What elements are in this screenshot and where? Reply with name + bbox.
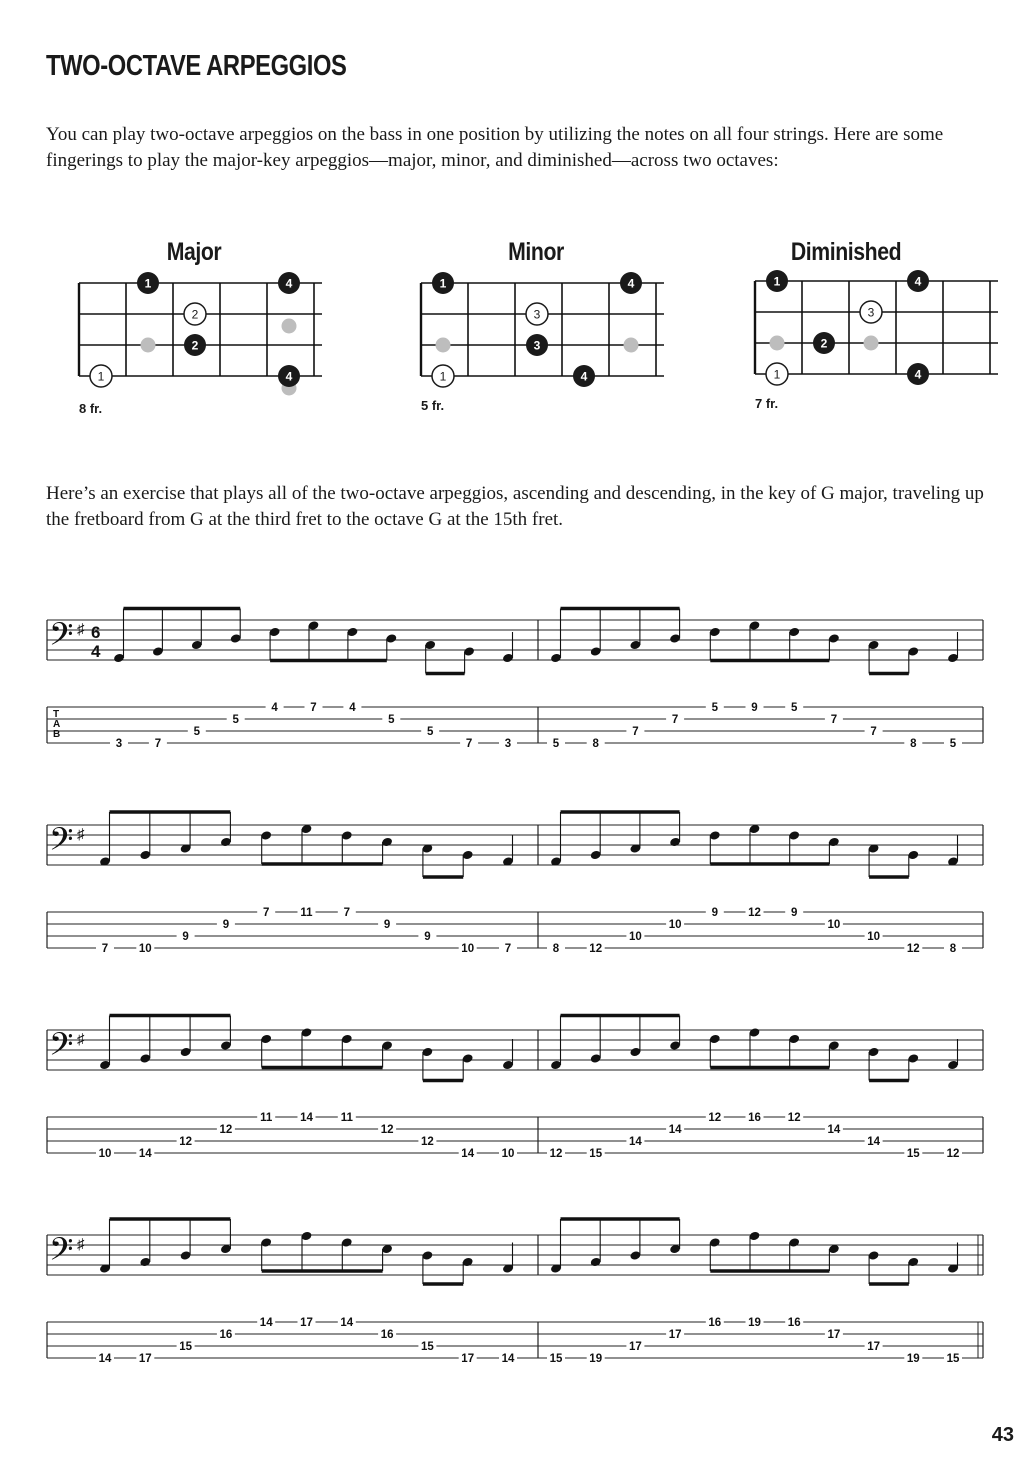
diagram-title-major: Major (166, 238, 222, 266)
tab-fret-number: 9 (222, 919, 230, 931)
tab-fret-number: 12 (787, 1112, 801, 1124)
finger-number: 1 (439, 276, 447, 291)
diagram-title-diminished: Diminished (790, 238, 902, 266)
finger-number: 4 (580, 369, 588, 384)
root-marker-dot (864, 336, 879, 351)
tab-fret-number: 16 (708, 1317, 722, 1329)
bass-clef-icon: 𝄢 (49, 1233, 74, 1275)
tab-fret-number: 15 (421, 1341, 434, 1353)
tab-fret-number: 14 (98, 1353, 112, 1365)
tab-fret-number: 10 (98, 1148, 112, 1160)
tab-fret-number: 7 (632, 726, 639, 738)
tab-fret-number: 19 (589, 1353, 603, 1365)
tab-fret-number: 17 (461, 1353, 475, 1365)
tab-clef-letter: B (53, 729, 61, 740)
finger-number: 2 (191, 307, 199, 322)
key-signature-sharp: ♯ (77, 1031, 85, 1048)
intro-paragraph: You can play two-octave arpeggios on the bass in one position by utilizing the notes on all four strings. Here are some fingerings to play the major-key arpeggios—major, minor, and diminished—across two octaves: (46, 124, 944, 171)
tab-fret-number: 4 (271, 702, 278, 714)
tab-fret-number: 14 (867, 1136, 880, 1148)
diagram-minor (421, 272, 664, 387)
key-signature-sharp: ♯ (77, 826, 85, 843)
tab-fret-number: 5 (232, 714, 239, 726)
tab-fret-number: 5 (552, 738, 560, 750)
tab-fret-number: 11 (260, 1112, 273, 1124)
tab-fret-number: 10 (668, 919, 682, 931)
tab-fret-number: 17 (300, 1317, 313, 1329)
tab-fret-number: 12 (421, 1136, 434, 1148)
fret-label-major: 8 fr. (79, 401, 103, 416)
tab-fret-number: 14 (340, 1317, 354, 1329)
finger-number: 1 (773, 367, 781, 382)
tab-fret-number: 12 (589, 943, 603, 955)
tab-fret-number: 12 (748, 907, 761, 919)
exercise-paragraph: Here’s an exercise that plays all of the two-octave arpeggios, ascending and descending, in the key of G major, traveling up the fretboard from G at the third fret to the octave G at the 15th fret. (46, 483, 984, 530)
tab-fret-number: 17 (138, 1353, 152, 1365)
tab-fret-number: 12 (219, 1124, 233, 1136)
finger-number: 2 (820, 336, 828, 351)
notation-and-tab (0, 560, 1024, 1400)
tab-fret-number: 17 (827, 1329, 841, 1341)
bass-clef-icon: 𝄢 (49, 823, 74, 865)
tab-fret-number: 14 (138, 1148, 152, 1160)
tab-clef-letter: T (53, 709, 60, 720)
tab-fret-number: 15 (589, 1148, 603, 1160)
fretboard-diagrams (0, 0, 1024, 420)
key-signature-sharp: ♯ (77, 1236, 85, 1253)
tab-fret-number: 11 (300, 907, 313, 919)
tab-fret-number: 10 (138, 943, 152, 955)
tab-fret-number: 5 (388, 714, 395, 726)
tab-fret-number: 14 (259, 1317, 273, 1329)
tab-fret-number: 14 (501, 1353, 515, 1365)
tab-fret-number: 14 (827, 1124, 841, 1136)
tab-fret-number: 10 (867, 931, 880, 943)
finger-number: 1 (144, 276, 152, 291)
page-title: TWO-OCTAVE ARPEGGIOS (46, 50, 347, 82)
tab-fret-number: 17 (629, 1341, 642, 1353)
tab-fret-number: 14 (668, 1124, 682, 1136)
bass-clef-icon: 𝄢 (49, 618, 74, 660)
tab-fret-number: 12 (549, 1148, 563, 1160)
tab-fret-number: 17 (668, 1329, 682, 1341)
tab-fret-number: 10 (629, 931, 642, 943)
root-marker-dot (436, 338, 451, 353)
bass-clef-icon: 𝄢 (49, 1028, 74, 1070)
tab-fret-number: 7 (101, 943, 109, 955)
tab-fret-number: 7 (343, 907, 351, 919)
tab-fret-number: 19 (906, 1353, 920, 1365)
root-marker-dot (770, 336, 785, 351)
tab-fret-number: 7 (671, 714, 679, 726)
tab-fret-number: 3 (115, 738, 123, 750)
tab-fret-number: 9 (424, 931, 431, 943)
finger-number: 4 (627, 276, 635, 291)
tab-fret-number: 14 (629, 1136, 642, 1148)
tab-fret-number: 17 (867, 1341, 880, 1353)
page-number: 43 (991, 1424, 1014, 1446)
fret-label-minor: 5 fr. (421, 398, 445, 413)
tab-fret-number: 16 (748, 1112, 761, 1124)
tab-fret-number: 10 (501, 1148, 515, 1160)
finger-number: 1 (773, 274, 781, 289)
tab-fret-number: 9 (383, 919, 391, 931)
tab-fret-number: 3 (504, 738, 512, 750)
tab-fret-number: 16 (380, 1329, 394, 1341)
finger-number: 1 (97, 369, 105, 384)
finger-number: 4 (285, 369, 293, 384)
tab-fret-number: 8 (592, 738, 599, 750)
diagram-diminished (755, 270, 998, 385)
tab-fret-number: 15 (946, 1353, 960, 1365)
root-marker-dot (624, 338, 639, 353)
tab-fret-number: 9 (790, 907, 798, 919)
tab-fret-number: 15 (549, 1353, 563, 1365)
tab-fret-number: 8 (949, 943, 957, 955)
time-signature-top: 6 (91, 623, 101, 642)
root-marker-dot (141, 338, 156, 353)
finger-number: 3 (867, 305, 875, 320)
tab-fret-number: 7 (830, 714, 838, 726)
tab-fret-number: 5 (949, 738, 957, 750)
finger-number: 4 (914, 367, 922, 382)
fret-label-diminished: 7 fr. (755, 396, 779, 411)
tab-fret-number: 7 (310, 702, 317, 714)
tab-fret-number: 5 (193, 726, 201, 738)
finger-number: 3 (533, 338, 541, 353)
tab-fret-number: 9 (711, 907, 719, 919)
tab-fret-number: 10 (461, 943, 475, 955)
system-2 (47, 812, 983, 955)
tab-fret-number: 14 (461, 1148, 475, 1160)
tab-fret-number: 15 (179, 1341, 192, 1353)
tab-fret-number: 15 (906, 1148, 920, 1160)
tab-fret-number: 10 (827, 919, 841, 931)
tab-fret-number: 5 (426, 726, 434, 738)
tab-clef-letter: A (53, 719, 61, 730)
system-1 (47, 609, 983, 751)
root-marker-dot (282, 319, 297, 334)
tab-fret-number: 8 (910, 738, 917, 750)
tab-fret-number: 4 (349, 702, 356, 714)
finger-number: 4 (914, 274, 922, 289)
tab-fret-number: 7 (870, 726, 877, 738)
tab-fret-number: 12 (179, 1136, 192, 1148)
tab-fret-number: 12 (906, 943, 920, 955)
tab-fret-number: 9 (182, 931, 189, 943)
tab-fret-number: 12 (946, 1148, 960, 1160)
system-3 (47, 1016, 983, 1161)
system-4 (47, 1219, 983, 1365)
tab-fret-number: 12 (380, 1124, 394, 1136)
tab-fret-number: 7 (154, 738, 162, 750)
tab-fret-number: 7 (262, 907, 270, 919)
tab-fret-number: 12 (708, 1112, 722, 1124)
tab-fret-number: 5 (711, 702, 719, 714)
tab-fret-number: 11 (340, 1112, 353, 1124)
time-signature-bottom: 4 (91, 642, 101, 661)
tab-fret-number: 19 (748, 1317, 761, 1329)
finger-number: 3 (533, 307, 541, 322)
diagram-major (79, 272, 322, 396)
diagram-title-minor: Minor (508, 238, 564, 266)
finger-number: 1 (439, 369, 447, 384)
tab-fret-number: 9 (751, 702, 758, 714)
tab-fret-number: 7 (504, 943, 512, 955)
tab-fret-number: 5 (790, 702, 798, 714)
tab-fret-number: 7 (465, 738, 473, 750)
key-signature-sharp: ♯ (77, 621, 85, 638)
tab-fret-number: 14 (300, 1112, 313, 1124)
tab-fret-number: 8 (552, 943, 560, 955)
finger-number: 4 (285, 276, 293, 291)
tab-fret-number: 16 (787, 1317, 801, 1329)
tab-fret-number: 16 (219, 1329, 233, 1341)
finger-number: 2 (191, 338, 199, 353)
